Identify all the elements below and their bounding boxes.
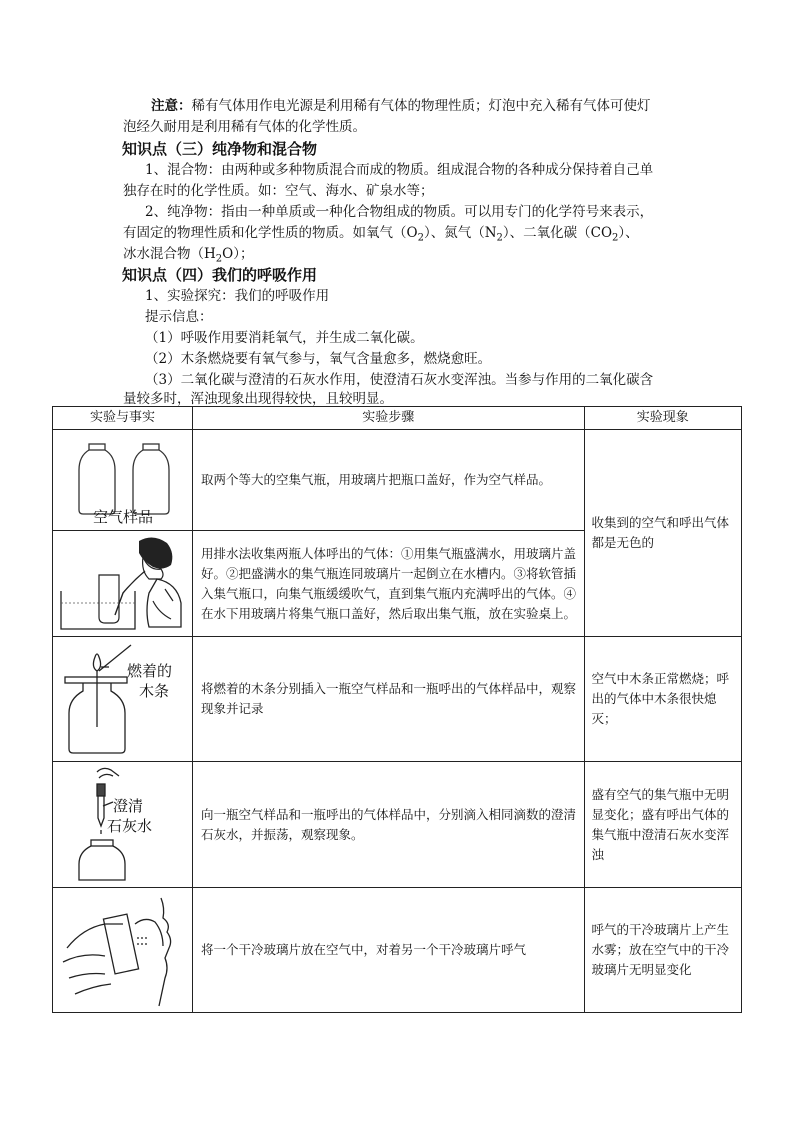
header-fact: 实验与事实	[53, 407, 193, 430]
merged-observation: 收集到的空气和呼出气体都是无色的	[584, 430, 742, 637]
s3-p2-line1: 2、纯净物：指由一种单质或一种化合物组成的物质。可以用专门的化学符号来表示，	[145, 204, 654, 220]
section3-title: 知识点（三）纯净物和混合物	[122, 140, 318, 158]
header-steps: 实验步骤	[193, 407, 585, 430]
section4-title: 知识点（四）我们的呼吸作用	[122, 266, 318, 284]
s4-h3-line2: 量较多时，浑浊现象出现得较快，且较明显。	[123, 391, 393, 407]
lime-label-2: 石灰水	[107, 817, 153, 835]
air-sample-label: 空气样品	[93, 508, 154, 526]
collect-gas-illustration	[53, 531, 193, 637]
burning-stick-illustration	[53, 637, 193, 762]
s3-p1-line1: 1、混合物：由两种或多种物质混合而成的物质。组成混合物的各种成分保持着自己单	[145, 162, 654, 178]
table-row	[53, 762, 742, 888]
s3-p2-line2: 有固定的物理性质和化学性质的物质。如氧气$(O_2)$、氮气$(N_2)$、二氧化碳$(CO_2)$、	[123, 225, 639, 244]
row3-step: 将燃着的木条分别插入一瓶空气样品和一瓶呼出的气体样品中，观察现象并记录	[193, 637, 585, 762]
row4-step: 向一瓶空气样品和一瓶呼出的气体样品中，分别滴入相同滴数的澄清石灰水，并振荡，观察现象。	[193, 762, 585, 888]
lime-label-1: 澄清	[113, 797, 144, 815]
boy-blowing-icon	[53, 531, 192, 636]
note-line-1	[151, 96, 651, 117]
s3-p2-line3: 冰水混合物$(H_2O)$；	[123, 246, 254, 265]
row5-observation: 呼气的干冷玻璃片上产生水雾；放在空气中的干冷玻璃片无明显变化	[584, 888, 742, 1013]
s4-h3-line1: （3）二氧化碳与澄清的石灰水作用，使澄清石灰水变浑浊。当参与作用的二氧化碳含	[145, 372, 654, 388]
row5-step: 将一个干冷玻璃片放在空气中，对着另一个干冷玻璃片呼气	[193, 888, 585, 1013]
s4-exp: 1、实验探究：我们的呼吸作用	[145, 288, 330, 304]
burning-label-1: 燃着的	[127, 662, 173, 680]
row3-observation: 空气中木条正常燃烧；呼出的气体中木条很快熄灭；	[584, 637, 742, 762]
table-header-row	[53, 407, 742, 430]
note-line-2: 泡经久耐用是利用稀有气体的化学性质。	[123, 119, 366, 135]
lime-water-illustration	[53, 762, 193, 888]
experiment-table	[52, 406, 742, 1013]
note-text-1: 稀有气体用作电光源是利用稀有气体的物理性质；灯泡中充入稀有气体可使灯	[191, 98, 651, 114]
row4-observation: 盛有空气的集气瓶中无明显变化；盛有呼出气体的集气瓶中澄清石灰水变浑浊	[584, 762, 742, 888]
s4-h2: （2）木条燃烧要有氧气参与，氧气含量愈多，燃烧愈旺。	[145, 351, 492, 367]
table-row	[53, 888, 742, 1013]
row1-step: 取两个等大的空集气瓶，用玻璃片把瓶口盖好，作为空气样品。	[193, 430, 585, 531]
row2-step: 用排水法收集两瓶人体呼出的气体：①用集气瓶盛满水，用玻璃片盖好。②把盛满水的集气瓶连同玻璃片一起倒立在水槽内。③将软管插入集气瓶口，向集气瓶缓缓吹气，直到集气瓶内充满呼出的气体。④在水下用玻璃片将集气瓶口盖好，然后取出集气瓶，放在实验桌上。	[193, 531, 585, 637]
table-row	[53, 430, 742, 531]
s4-hint: 提示信息：	[145, 309, 213, 325]
air-sample-illustration	[53, 430, 193, 531]
note-label: 注意：	[151, 98, 192, 114]
burning-stick-icon	[53, 637, 192, 761]
s3-p1-line2: 独存在时的化学性质。如：空气、海水、矿泉水等；	[123, 183, 434, 199]
glass-plate-illustration	[53, 888, 193, 1013]
burning-label-2: 木条	[139, 682, 170, 700]
breath-on-glass-icon	[53, 888, 192, 1012]
table-row	[53, 637, 742, 762]
s4-h1: （1）呼吸作用要消耗氧气，并生成二氧化碳。	[145, 330, 424, 346]
header-phenomena: 实验现象	[584, 407, 742, 430]
